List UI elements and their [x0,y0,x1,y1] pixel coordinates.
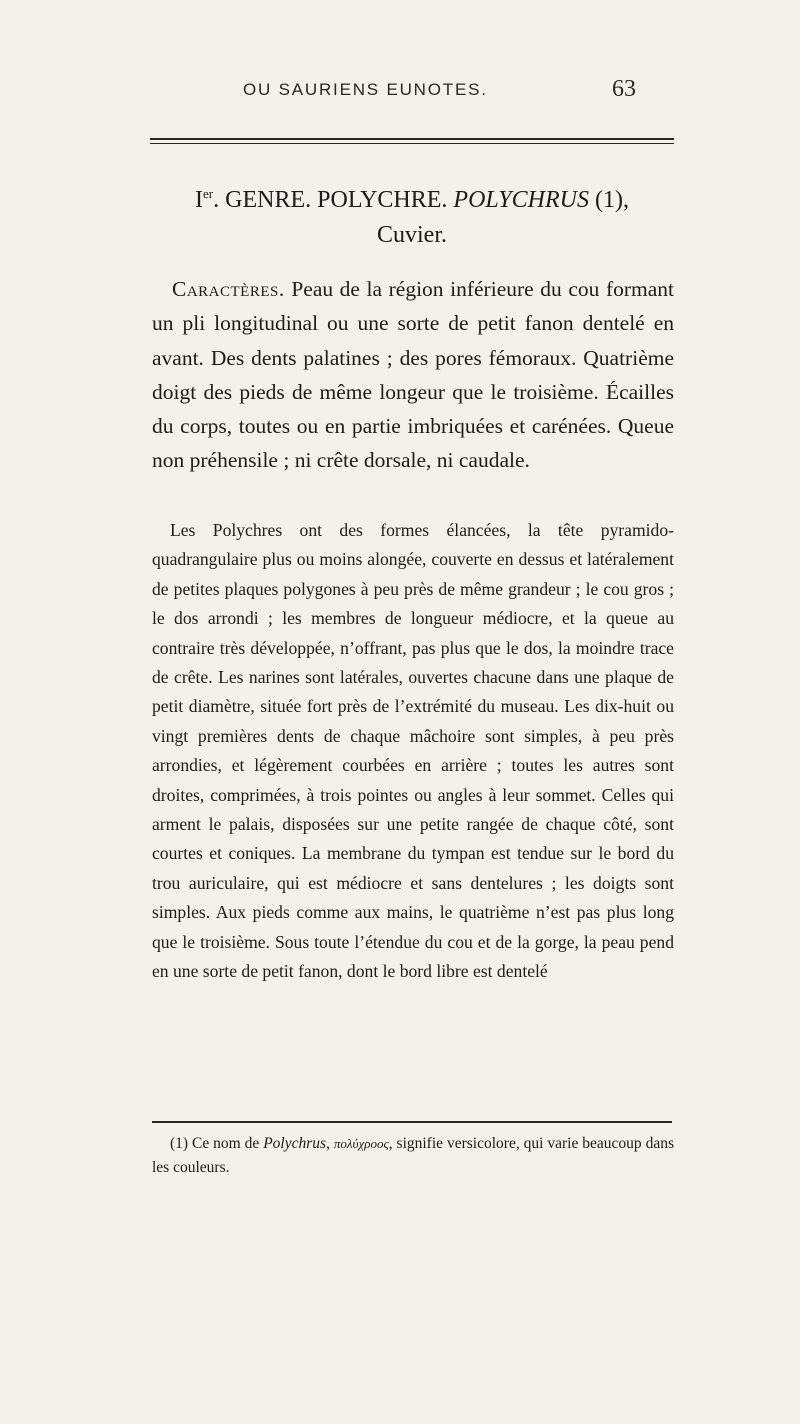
running-title: OU SAURIENS EUNOTES. [243,80,488,99]
genus-heading [152,176,672,253]
footnote-greek: πολύχροος [333,1136,389,1151]
description-paragraph: Les Polychres ont des formes élancées, la tête pyramido-quadrangulaire plus ou moins alongée, couverte en dessus et latéralement de petites plaques polygones à peu près de même grandeur ; le cou gros ; le dos arrondi ; les membres de longueur médiocre, et la queue au contraire très développée, n’offrant, pas plus que le dos, la moindre trace de crête. Les narines sont latérales, ouvertes chacune dans une plaque de petit diamètre, située fort près de l’extrémité du museau. Les dix-huit ou vingt premières dents de chaque mâchoire sont simples, à peu près arrondies, et légèrement courbées en arrière ; toutes les autres sont droites, comprimées, à trois pointes ou angles à leur sommet. Celles qui arment le palais, disposées sur une petite rangée de chaque côté, sont courtes et coniques. La membrane du tympan est tendue sur le bord du trou auriculaire, qui est médiocre et sans dentelures ; les doigts sont simples. Aux pieds comme aux mains, le quatrième n’est pas plus long que le troisième. Sous toute l’étendue du cou et de la gorge, la peau pend en une sorte de petit fanon, dont le bord libre est dentelé [152,520,674,982]
genus-ordinal: Ier [195,186,214,213]
page-number: 63 [612,76,636,102]
footnote-comma: , [326,1135,334,1152]
genus-label: . GENRE. POLYCHRE. [213,187,454,213]
header-rule [150,138,674,140]
footnote-rule [152,1121,672,1123]
footnote-term: Polychrus [263,1135,327,1152]
characters-text: Peau de la région inférieure du cou formant un pli longitudinal ou une sorte de petit fanon dentelé en avant. Des dents palatines ; des pores fémoraux. Quatrième doigt des pieds de même longeur que le troisième. Écailles du corps, toutes ou en partie imbriquées et carénées. Queue non préhensile ; ni crête dorsale, ni caudale. [152,277,675,473]
characters-paragraph [152,272,674,478]
genus-author: Cuvier. [377,222,447,248]
characters-label: Caractères. [172,277,285,301]
header-rule-thin [150,143,674,144]
footnote-reference: (1), [588,187,629,213]
footnote-marker: (1) Ce nom de [170,1135,264,1152]
running-head [0,78,800,108]
genus-latin-name: POLYCHRUS [453,187,589,213]
footnote [152,1132,674,1180]
footnote-text: , signifie versicolore, qui varie beaucoup dans les couleurs. [152,1135,675,1176]
